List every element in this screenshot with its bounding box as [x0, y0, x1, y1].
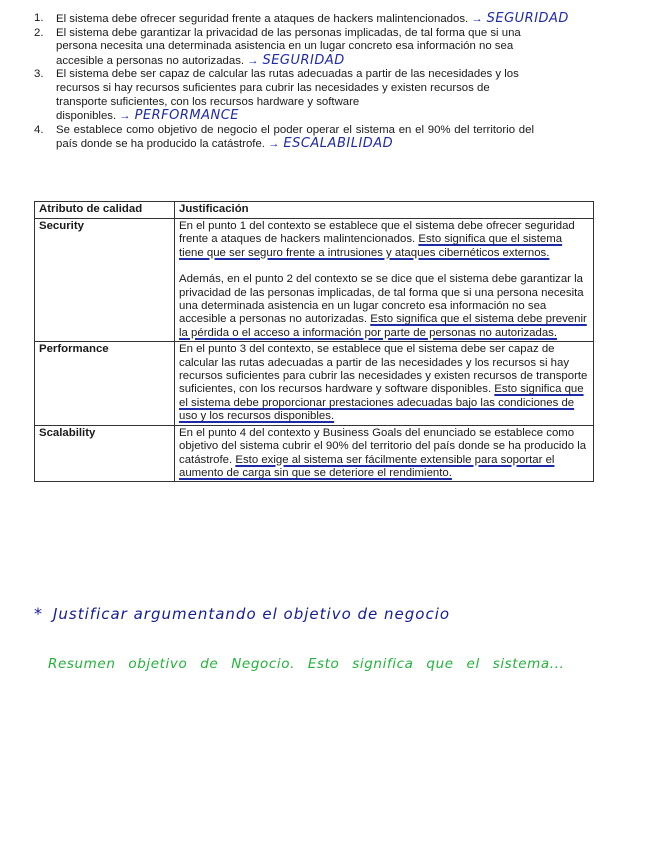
requirement-4 [34, 124, 614, 152]
requirement-text: El sistema debe ser capaz de calcular las rutas adecuadas a partir de las necesidades y los recursos si hay recursos suficientes para cubrir las necesidades y existen recursos de transporte suficientes, con los recursos hardware y software disponibles. [56, 68, 519, 123]
handwritten-summary: Resumen objetivo de Negocio. Esto significa que el sistema... [48, 656, 565, 672]
table-row-security [35, 219, 594, 342]
handwritten-tag: ESCALABILIDAD [283, 136, 394, 152]
handwritten-note [34, 604, 450, 623]
requirement-number: 1. [34, 12, 44, 24]
handwritten-tag: SEGURIDAD [262, 52, 345, 68]
requirement-number: 2. [34, 26, 44, 39]
arrow-icon: → [267, 138, 280, 151]
table-row-scalability [35, 425, 594, 482]
requirement-2 [34, 27, 614, 69]
requirement-number: 3. [34, 68, 44, 81]
justification-cell [175, 219, 594, 342]
underlined-conclusion: Esto significa que el sistema tiene que ser seguro frente a intrusiones y ataques cibernéticos externos. [179, 233, 563, 259]
header-attribute: Atributo de calidad [35, 202, 175, 219]
justification-text: Además, en el punto 2 del contexto se se dice que el sistema debe garantizar la privacidad de las personas implicadas, de tal forma que si una persona necesita una determinada asistencia en un lugar concreto esa información no sea accesible a personas no autorizadas. [179, 273, 584, 326]
attribute-cell: Security [35, 219, 175, 342]
justification-text: En el punto 1 del contexto se establece que el sistema debe ofrecer seguridad frente a ataques de hackers malintencionados. [179, 220, 575, 246]
requirement-number: 4. [34, 123, 44, 136]
justification-cell [175, 342, 594, 425]
table-header-row [35, 202, 594, 219]
quality-attributes-table [34, 201, 594, 482]
table-row-performance [35, 342, 594, 425]
requirement-text: El sistema debe ofrecer seguridad frente a ataques de hackers malintencionados. [56, 13, 469, 25]
header-justification: Justificación [175, 202, 594, 219]
underlined-conclusion: Esto significa que el sistema debe prevenir la pérdida o el acceso a información por parte de personas no autorizadas. [179, 313, 587, 339]
requirement-1 [34, 12, 614, 27]
attribute-cell: Performance [35, 342, 175, 425]
asterisk-icon: * [34, 604, 43, 623]
requirement-text: El sistema debe garantizar la privacidad de las personas implicadas, de tal forma que si una persona necesita una determinada asistencia en un lugar concreto esa información no sea accesible a personas no autorizadas. [56, 26, 521, 67]
requirement-3 [34, 68, 614, 123]
justification-text: En el punto 3 del contexto, se establece que el sistema debe ser capaz de calcular las rutas adecuadas a partir de las necesidades y los recursos si hay recursos suficientes para cubrir las necesidades y existen recursos de transporte suficientes, con los recursos hardware y software disponibles. [179, 343, 588, 396]
justification-text: En el punto 4 del contexto y Business Goals del enunciado se establece como objetivo del sistema cubrir el 90% del territorio del país donde se ha producido la catástrofe. [179, 426, 587, 466]
arrow-icon: → [119, 110, 131, 123]
underlined-conclusion: Esto exige al sistema ser fácilmente extensible para soportar el aumento de carga sin que se deteriore el rendimiento. [179, 453, 555, 479]
justification-cell [175, 425, 594, 482]
arrow-icon: → [247, 54, 259, 67]
requirements-list [34, 12, 614, 152]
attribute-cell: Scalability [35, 425, 175, 482]
handwritten-tag: SEGURIDAD [486, 11, 569, 26]
handwritten-tag: PERFORMANCE [134, 108, 240, 124]
handwritten-note-text: Justificar argumentando el objetivo de negocio [53, 605, 451, 623]
arrow-icon: → [471, 13, 483, 25]
underlined-conclusion: Esto significa que el sistema debe proporcionar prestaciones adecuadas bajo las condiciones de uso y los recursos disponibles. [179, 383, 584, 423]
requirement-text: Se establece como objetivo de negocio el poder operar el sistema en el 90% del territorio del país donde se ha producido la catástrofe. [56, 123, 534, 151]
